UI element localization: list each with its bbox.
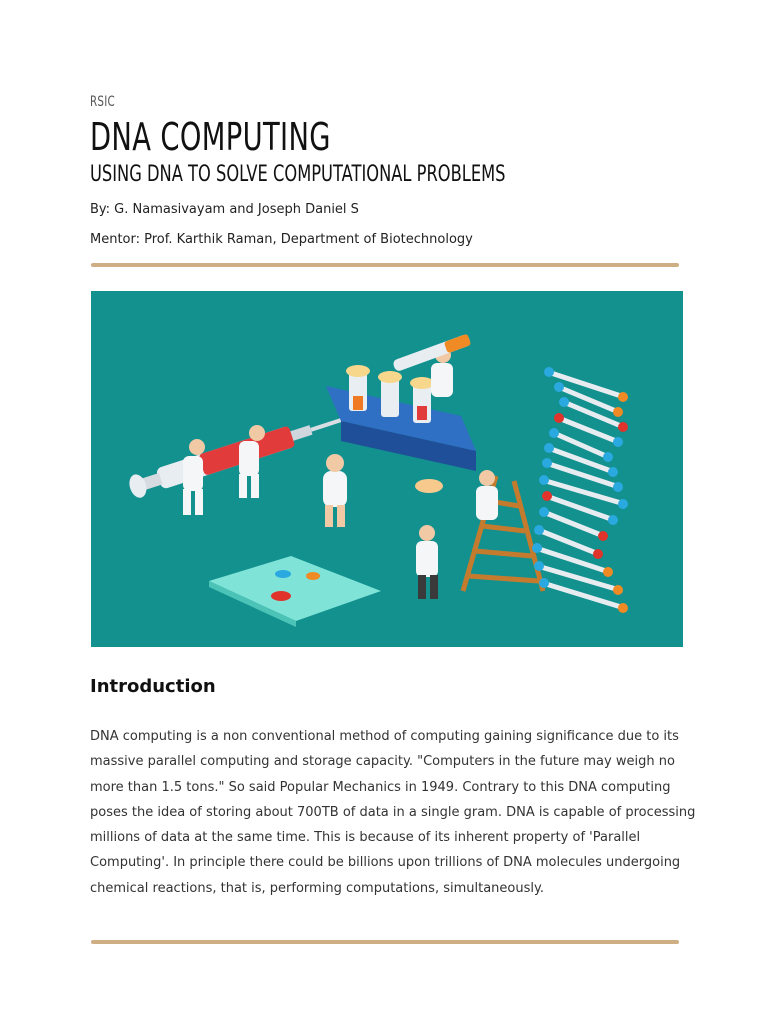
introduction-heading: Introduction [90, 676, 216, 697]
top-divider [91, 263, 679, 267]
page-subtitle: USING DNA TO SOLVE COMPUTATIONAL PROBLEMS [90, 162, 506, 187]
page-title: DNA COMPUTING [90, 115, 331, 159]
kicker-label: RSIC [90, 94, 115, 110]
introduction-paragraph: DNA computing is a non conventional method of computing gaining significance due to its massive parallel computing and storage capacity. "Computers in the future may weigh no more than 1.5 tons." So said Popular Mechanics in 1949. Contrary to this DNA computing poses the idea of storing about 700TB of data in a single gram. DNA is capable of processing millions of data at the same time. This is because of its inherent property of 'Parallel Computing'. In principle there could be billions upon trillions of DNA molecules undergoing chemical reactions, that is, performing computations, simultaneously. [90, 729, 696, 896]
dna-lab-illustration-icon [91, 291, 683, 647]
hero-illustration [91, 291, 683, 647]
mentor-line: Mentor: Prof. Karthik Raman, Department of Biotechnology [90, 232, 473, 247]
authors-line: By: G. Namasivayam and Joseph Daniel S [90, 202, 359, 217]
bottom-divider [91, 940, 679, 944]
